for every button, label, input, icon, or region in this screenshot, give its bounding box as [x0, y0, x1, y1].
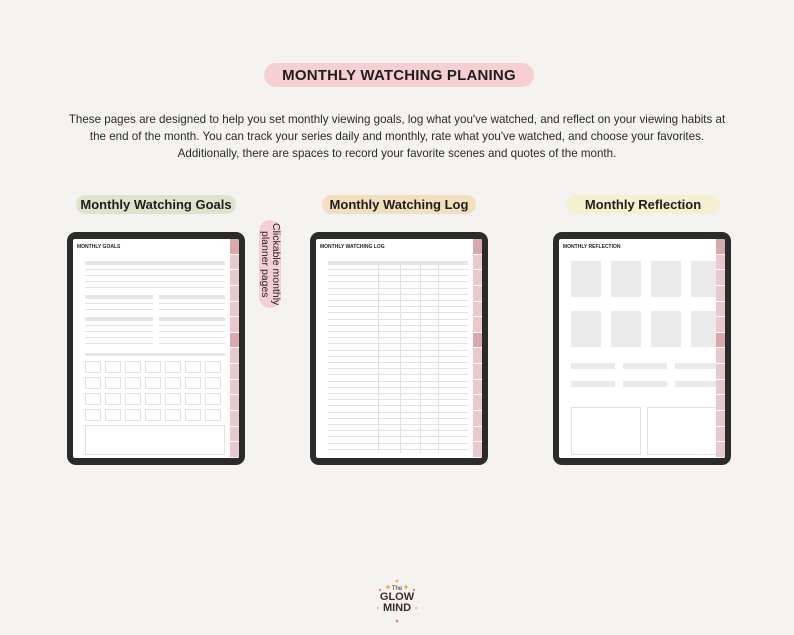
log-row-line	[328, 350, 468, 351]
goals-mini-nav: · · · ·	[212, 245, 225, 248]
log-row-line	[328, 443, 468, 444]
reflection-poster	[611, 261, 641, 297]
tablet-reflection-screen	[559, 239, 725, 458]
log-row-line	[328, 319, 468, 320]
page-title-text: MONTHLY WATCHING PLANING	[282, 66, 516, 84]
reflection-poster	[651, 311, 681, 347]
log-row-line	[328, 368, 468, 369]
section-label-goals-text: Monthly Watching Goals	[80, 197, 232, 212]
goals-calendar-cell	[125, 409, 141, 421]
goals-calendar-cell	[185, 377, 201, 389]
goals-line	[85, 331, 153, 332]
log-column-divider	[378, 261, 379, 453]
log-row-line	[328, 381, 468, 382]
goals-line	[85, 337, 153, 338]
tablet-log	[310, 232, 488, 465]
log-row-line	[328, 337, 468, 338]
goals-calendar-cell	[85, 393, 101, 405]
goals-calendar-cell	[85, 361, 101, 373]
goals-line	[159, 331, 225, 332]
goals-line	[159, 337, 225, 338]
reflection-stat-bar	[571, 363, 615, 369]
log-row-line	[328, 325, 468, 326]
log-row-line	[328, 405, 468, 406]
goals-line	[159, 303, 225, 304]
log-row-line	[328, 399, 468, 400]
log-mini-nav: · · · ·	[455, 245, 468, 248]
log-side-tabs[interactable]	[473, 239, 482, 458]
section-label-reflection-text: Monthly Reflection	[584, 197, 702, 212]
goals-line	[85, 325, 153, 326]
log-row-line	[328, 281, 468, 282]
log-column-divider	[420, 261, 421, 453]
log-row-line	[328, 436, 468, 437]
goals-calendar-cell	[185, 393, 201, 405]
log-row-line	[328, 418, 468, 419]
reflection-scenes-box	[571, 407, 641, 455]
reflection-stat-bar	[675, 363, 719, 369]
goals-calendar-cell	[165, 361, 181, 373]
goals-calendar-cell	[125, 377, 141, 389]
goals-calendar-cell	[145, 377, 161, 389]
goals-sub-bar	[159, 295, 225, 299]
goals-line	[159, 325, 225, 326]
log-header-bar	[328, 261, 468, 265]
goals-calendar-cell	[125, 361, 141, 373]
goals-page-title: MONTHLY GOALS	[77, 244, 121, 250]
log-column-divider	[438, 261, 439, 453]
log-row-line	[328, 362, 468, 363]
goals-calendar-cell	[205, 361, 221, 373]
goals-calendar-cell	[105, 361, 121, 373]
goals-main-bar	[85, 261, 225, 265]
log-row-line	[328, 300, 468, 301]
reflection-quotes-box	[647, 407, 717, 455]
log-row-line	[328, 343, 468, 344]
goals-line	[159, 343, 225, 344]
log-page-title: MONTHLY WATCHING LOG	[320, 244, 385, 250]
goals-calendar-cell	[165, 409, 181, 421]
goals-sub-bar	[85, 295, 153, 299]
reflection-month-strip: · · · · · · · · · · · ·	[563, 252, 713, 254]
goals-sub-bar	[85, 317, 153, 321]
reflection-page-title: MONTHLY REFLECTION	[563, 244, 621, 250]
reflection-stat-bar	[675, 381, 719, 387]
reflection-stat-bar	[623, 381, 667, 387]
goals-calendar-cell	[125, 393, 141, 405]
reflection-poster	[611, 311, 641, 347]
goals-line	[159, 309, 225, 310]
log-row-line	[328, 288, 468, 289]
reflection-stat-bar	[623, 363, 667, 369]
goals-calendar-cell	[145, 393, 161, 405]
section-label-goals	[76, 195, 236, 214]
page-title	[264, 63, 534, 87]
goals-line	[85, 275, 225, 276]
reflection-stat-bar	[571, 381, 615, 387]
reflection-mini-nav: · · · ·	[698, 245, 711, 248]
goals-calendar-cell	[85, 409, 101, 421]
section-label-reflection	[566, 195, 720, 214]
log-row-line	[328, 331, 468, 332]
goals-side-tabs[interactable]	[230, 239, 239, 458]
tablet-goals-screen	[73, 239, 239, 458]
reflection-side-tabs[interactable]	[716, 239, 725, 458]
goals-calendar-cell	[185, 361, 201, 373]
tablet-reflection	[553, 232, 731, 465]
goals-line	[85, 287, 225, 288]
goals-calendar-cell	[145, 361, 161, 373]
logo-small-text: The	[391, 586, 403, 592]
log-row-line	[328, 393, 468, 394]
goals-notes-box	[85, 425, 225, 455]
goals-month-strip: · · · · · · · · · · · ·	[77, 252, 227, 254]
log-row-line	[328, 412, 468, 413]
reflection-poster	[571, 261, 601, 297]
log-row-line	[328, 449, 468, 450]
logo-line1: GLOW	[379, 591, 415, 603]
goals-sub-bar	[159, 317, 225, 321]
logo-line2: MIND	[382, 602, 412, 614]
goals-line	[85, 343, 153, 344]
goals-tracker-bar	[85, 353, 225, 356]
goals-line	[85, 309, 153, 310]
log-month-strip: · · · · · · · · · · · ·	[320, 252, 470, 254]
intro-paragraph: These pages are designed to help you set monthly viewing goals, log what you've watched, and reflect on your viewing habits at the end of the month. You can track your series daily and monthly, rate what you've watched, and choose your favorites. Additionally, there are spaces to record your favorite scenes and quotes of the month.	[68, 113, 726, 160]
log-row-line	[328, 387, 468, 388]
goals-calendar-cell	[205, 409, 221, 421]
log-column-divider	[400, 261, 401, 453]
tablet-log-screen	[316, 239, 482, 458]
goals-calendar-cell	[165, 377, 181, 389]
log-row-line	[328, 294, 468, 295]
log-row-line	[328, 424, 468, 425]
clickable-callout	[259, 220, 281, 308]
tablet-goals	[67, 232, 245, 465]
log-row-line	[328, 269, 468, 270]
log-row-line	[328, 306, 468, 307]
goals-line	[85, 269, 225, 270]
log-row-line	[328, 374, 468, 375]
goals-calendar-cell	[105, 377, 121, 389]
section-label-log	[322, 195, 476, 214]
log-row-line	[328, 356, 468, 357]
log-row-line	[328, 430, 468, 431]
log-row-line	[328, 275, 468, 276]
goals-calendar-cell	[205, 393, 221, 405]
goals-calendar-cell	[105, 393, 121, 405]
goals-calendar-cell	[145, 409, 161, 421]
glow-mind-logo	[368, 578, 426, 624]
reflection-poster	[571, 311, 601, 347]
clickable-callout-text: Clickable monthly planner pages	[259, 222, 282, 306]
goals-calendar-cell	[105, 409, 121, 421]
log-row-line	[328, 312, 468, 313]
reflection-poster	[651, 261, 681, 297]
section-label-log-text: Monthly Watching Log	[329, 197, 469, 212]
goals-calendar-cell	[165, 393, 181, 405]
goals-line	[85, 281, 225, 282]
goals-line	[85, 303, 153, 304]
goals-calendar-cell	[185, 409, 201, 421]
goals-calendar-cell	[205, 377, 221, 389]
goals-calendar-cell	[85, 377, 101, 389]
